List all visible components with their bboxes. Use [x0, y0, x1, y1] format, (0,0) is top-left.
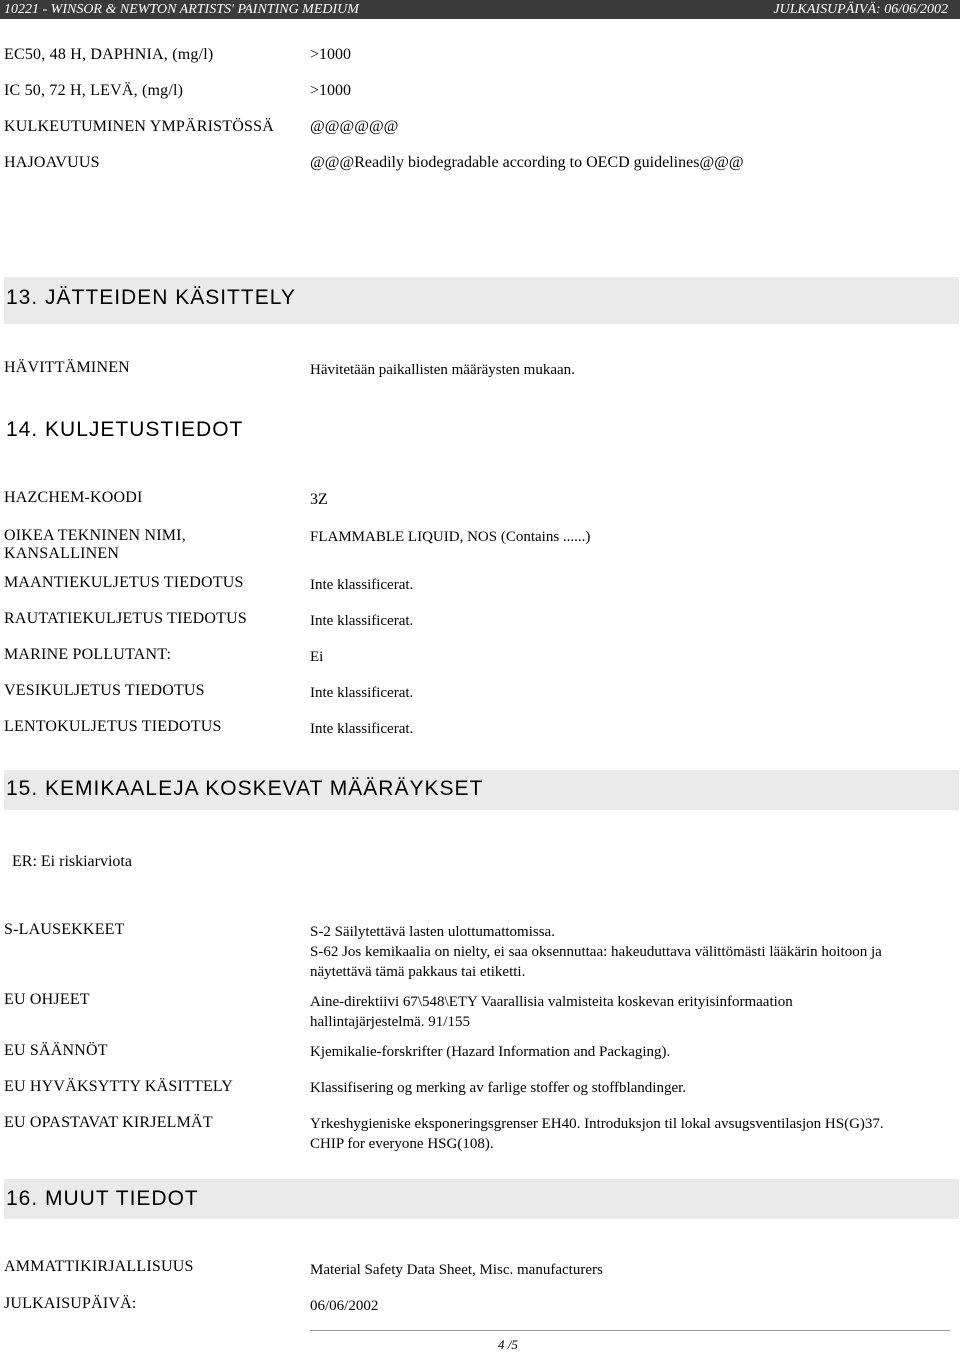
eco-value-mobility: @@@@@@ — [310, 118, 399, 135]
regulation-value-eu-guidance: Yrkeshygieniske eksponeringsgrenser EH40. Introduksjon til lokal avsugsventilasjon HS(G)37. CHIP for everyone HSG(108). — [310, 1116, 884, 1152]
section-13-heading — [4, 277, 959, 324]
transport-label-hazchem: HAZCHEM-KOODI — [4, 489, 143, 506]
disposal-value: Hävitetään paikallisten määräysten mukaan. — [310, 362, 575, 378]
other-label-issue-date: JULKAISUPÄIVÄ: — [4, 1295, 137, 1312]
other-value-issue-date: 06/06/2002 — [310, 1298, 379, 1314]
disposal-label: HÄVITTÄMINEN — [4, 359, 130, 376]
regulation-value-eu-approved: Klassifisering og merking av farlige stoffer og stoffblandinger. — [310, 1080, 687, 1096]
risk-assessment-note: ER: Ei riskiarviota — [12, 853, 132, 870]
section-16-title: 16. MUUT TIEDOT — [6, 1187, 199, 1210]
header-product: 10221 - WINSOR & NEWTON ARTISTS' PAINTING MEDIUM — [4, 2, 359, 17]
other-value-literature: Material Safety Data Sheet, Misc. manufacturers — [310, 1262, 603, 1278]
section-14-heading — [4, 411, 959, 451]
other-label-literature: AMMATTIKIRJALLISUUS — [4, 1258, 194, 1275]
regulation-label-s-phrases: S-LAUSEKKEET — [4, 921, 125, 938]
section-15-heading — [4, 770, 959, 810]
regulation-label-eu-approved: EU HYVÄKSYTTY KÄSITTELY — [4, 1078, 234, 1095]
transport-value-technical-name: FLAMMABLE LIQUID, NOS (Contains ......) — [310, 529, 591, 545]
eco-label-ic50: IC 50, 72 H, LEVÄ, (mg/l) — [4, 82, 184, 99]
transport-label-road: MAANTIEKULJETUS TIEDOTUS — [4, 574, 244, 591]
section-16-heading — [4, 1179, 959, 1219]
page-header — [0, 0, 960, 19]
transport-value-rail: Inte klassificerat. — [310, 613, 414, 629]
regulation-value-eu-regulations: Kjemikalie-forskrifter (Hazard Information and Packaging). — [310, 1044, 671, 1060]
section-15-title: 15. KEMIKAALEJA KOSKEVAT MÄÄRÄYKSET — [6, 777, 484, 800]
regulation-value-eu-directives: Aine-direktiivi 67\548\ETY Vaarallisia valmisteita koskevan erityisinformaation hallintajärjestelmä. 91/155 — [310, 994, 793, 1030]
footer-divider — [310, 1330, 950, 1331]
transport-value-sea: Inte klassificerat. — [310, 685, 414, 701]
transport-label-marine-pollutant: MARINE POLLUTANT: — [4, 646, 172, 663]
transport-label-air: LENTOKULJETUS TIEDOTUS — [4, 718, 222, 735]
transport-value-hazchem: 3Z — [310, 491, 328, 508]
regulation-label-eu-guidance: EU OPASTAVAT KIRJELMÄT — [4, 1114, 213, 1131]
transport-value-road: Inte klassificerat. — [310, 577, 414, 593]
transport-value-marine-pollutant: Ei — [310, 649, 324, 665]
eco-label-degradability: HAJOAVUUS — [4, 154, 100, 171]
transport-label-rail: RAUTATIEKULJETUS TIEDOTUS — [4, 610, 247, 627]
transport-label-technical-name: OIKEA TEKNINEN NIMI, KANSALLINEN — [4, 527, 186, 562]
eco-value-ic50: >1000 — [310, 82, 352, 99]
eco-value-degradability: @@@Readily biodegradable according to OECD guidelines@@@ — [310, 154, 744, 171]
header-date: JULKAISUPÄIVÄ: 06/06/2002 — [773, 2, 948, 17]
transport-value-air: Inte klassificerat. — [310, 721, 414, 737]
page-number: 4 /5 — [498, 1337, 518, 1352]
section-14-title: 14. KULJETUSTIEDOT — [6, 418, 244, 441]
transport-label-sea: VESIKULJETUS TIEDOTUS — [4, 682, 205, 699]
eco-value-ec50: >1000 — [310, 46, 352, 63]
regulation-label-eu-regulations: EU SÄÄNNÖT — [4, 1042, 108, 1059]
regulation-label-eu-directives: EU OHJEET — [4, 991, 90, 1008]
eco-label-mobility: KULKEUTUMINEN YMPÄRISTÖSSÄ — [4, 118, 274, 135]
eco-label-ec50: EC50, 48 H, DAPHNIA, (mg/l) — [4, 46, 214, 63]
section-13-title: 13. JÄTTEIDEN KÄSITTELY — [6, 286, 296, 309]
regulation-value-s-phrases: S-2 Säilytettävä lasten ulottumattomissa. S-62 Jos kemikaalia on nielty, ei saa oksennuttaa: hakeuduttava välittömästi lääkärin hoitoon ja näytettävä tämä pakkaus tai etiketti. — [310, 924, 882, 980]
